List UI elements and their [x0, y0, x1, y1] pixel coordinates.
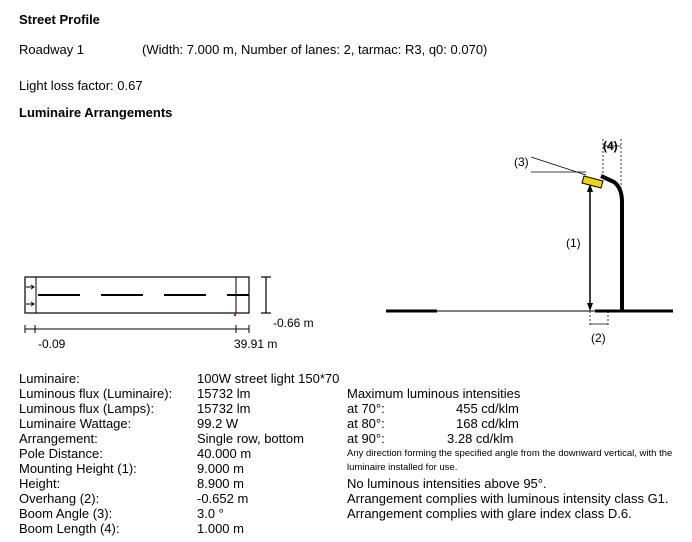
no-intensities-note: No luminous intensities above 95°. — [347, 476, 547, 491]
label-overhang: (2) — [591, 331, 606, 345]
glare-class-note: Arrangement complies with glare index class D.6. — [347, 506, 632, 521]
intensity-note-line1: Any direction forming the specified angle from the downward vertical, with the — [347, 448, 673, 459]
intensity-angle: at 70°: — [347, 401, 385, 416]
mounting-height-arrow-bottom — [587, 303, 593, 311]
intensity-angle: at 80°: — [347, 416, 385, 431]
spec-value: 15732 lm — [197, 386, 251, 401]
section-title-luminaire-arrangements: Luminaire Arrangements — [19, 105, 173, 120]
spec-label: Luminous flux (Lamps): — [19, 401, 155, 416]
spec-label: Arrangement: — [19, 431, 98, 446]
intensity-class-note: Arrangement complies with luminous intensity class G1. — [347, 491, 669, 506]
spec-value: Single row, bottom — [197, 431, 304, 446]
lamp-pole — [601, 176, 622, 311]
spec-label: Luminous flux (Luminaire): — [19, 386, 173, 401]
roadway-details: (Width: 7.000 m, Number of lanes: 2, tarmac: R3, q0: 0.070) — [142, 42, 488, 57]
intensities-title: Maximum luminous intensities — [347, 386, 521, 401]
spec-value: 100W street light 150*70 — [197, 371, 340, 386]
roadway-name: Roadway 1 — [19, 42, 85, 57]
label-mounting-height: (1) — [566, 236, 581, 250]
spec-value: -0.652 m — [197, 491, 249, 506]
spec-label: Boom Length (4): — [19, 521, 120, 536]
intensity-note-line2: luminaire installed for use. — [347, 462, 458, 473]
label-boom-angle: (3) — [514, 155, 529, 169]
intensity-value: 455 cd/klm — [456, 401, 519, 416]
spec-label: Overhang (2): — [19, 491, 100, 506]
label-boom-length: (4) — [603, 139, 618, 153]
spec-value: 9.000 m — [197, 461, 244, 476]
spec-label: Mounting Height (1): — [19, 461, 137, 476]
spec-label: Luminaire Wattage: — [19, 416, 132, 431]
light-loss-factor: Light loss factor: 0.67 — [19, 78, 143, 93]
spec-value: 1.000 m — [197, 521, 244, 536]
section-title-street-profile: Street Profile — [19, 12, 100, 27]
spec-label: Pole Distance: — [19, 446, 103, 461]
spec-value: 40.000 m — [197, 446, 252, 461]
intensity-angle: at 90°: — [347, 431, 385, 446]
spec-value: 8.900 m — [197, 476, 244, 491]
spec-value: 3.0 ° — [197, 506, 224, 521]
spec-label: Boom Angle (3): — [19, 506, 113, 521]
spec-value: 99.2 W — [197, 416, 239, 431]
luminaire-head — [582, 176, 603, 188]
x-start-label: -0.09 — [38, 337, 66, 351]
intensity-value: 3.28 cd/klm — [447, 431, 514, 446]
spec-label: Luminaire: — [19, 371, 80, 386]
intensity-value: 168 cd/klm — [456, 416, 519, 431]
spec-label: Height: — [19, 476, 61, 491]
y-dimension-label: -0.66 m — [273, 316, 314, 330]
x-end-label: 39.91 m — [234, 337, 278, 351]
spec-value: 15732 lm — [197, 401, 251, 416]
